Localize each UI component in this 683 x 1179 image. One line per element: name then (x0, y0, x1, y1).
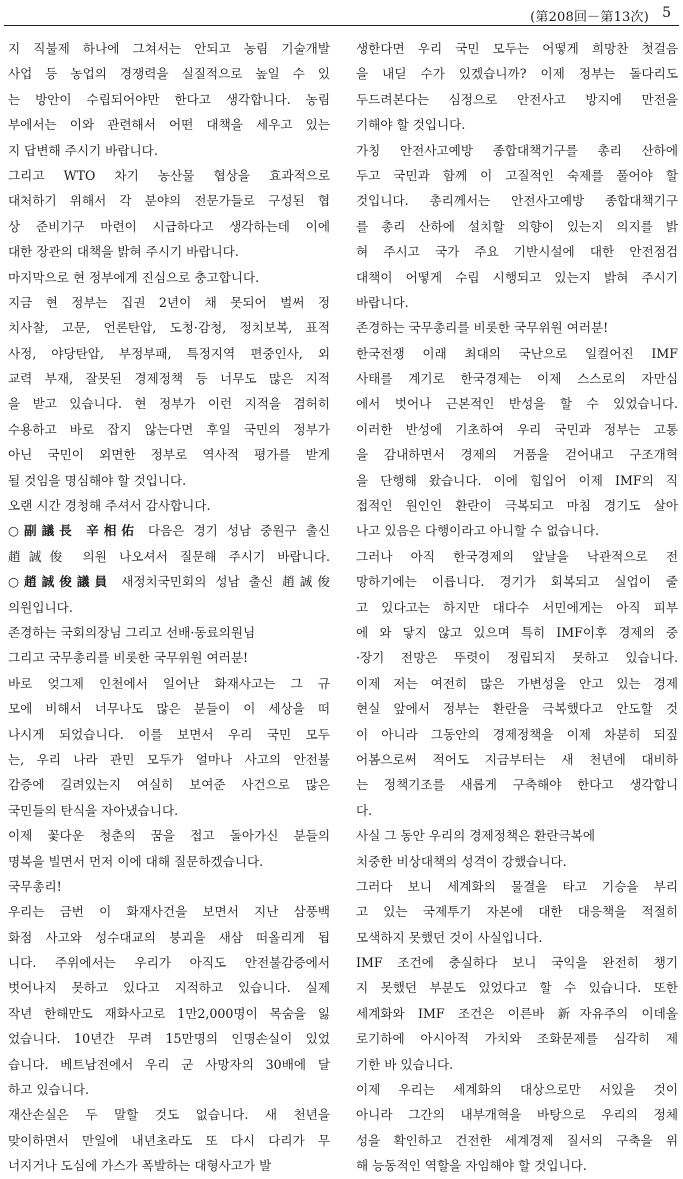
left-column (8, 36, 330, 1174)
text-line: 을 단행해 왔습니다. 이에 힘입어 이제 IMF의 직 (356, 472, 678, 488)
text-line: 교력 부재, 잘못된 경제정책 등 너무도 많은 지적 (8, 371, 330, 387)
text-line: IMF 조건에 충실하다 보니 국익을 완전히 챙기 (356, 955, 678, 971)
page-number: 5 (662, 5, 671, 21)
text-line: 그러다 보니 세계화의 물결을 타고 기승을 부리 (356, 878, 678, 894)
text-line: 는, 우리 나라 관민 모두가 얼마나 사고의 안전불 (8, 751, 330, 767)
text-line: 대책이 어떻게 수립 시행되고 있는지 밝혀 주시기 (356, 269, 678, 285)
text-line: 오랜 시간 경청해 주셔서 감사합니다. (8, 498, 211, 514)
text-line: 감증에 길려있는지 여실히 보여준 사건으로 많은 (8, 777, 330, 793)
text-line: 지 답변해 주시기 바랍니다. (8, 142, 158, 158)
text-line: 나시게 되었습니다. 이를 보면서 우리 국민 모두 (8, 726, 330, 742)
text-line: 趙誠俊 의원 나오셔서 질문해 주시기 바랍니다. (8, 548, 330, 564)
text-line: 이러한 반성에 기초하여 우리 국민과 정부는 고통 (356, 421, 678, 437)
text-line: 사업 등 농업의 경쟁력을 실질적으로 높일 수 있 (8, 66, 330, 82)
text-line: 기해야 할 것입니다. (356, 117, 466, 133)
text-line: 아닌 국민이 외면한 정부로 역사적 평가를 받게 (8, 447, 330, 463)
text-line: 사실 그 동안 우리의 경제정책은 환란극복에 (356, 828, 595, 844)
text-line: 성을 확인하고 건전한 세계경제 질서의 구축을 위 (356, 1132, 678, 1148)
text-line: 우리는 금번 이 화재사건을 보면서 지난 삼풍백 (8, 904, 330, 920)
text-line: 어봄으로써 적어도 지금부터는 새 천년에 대비하 (356, 751, 678, 767)
text-line: 이제 저는 여전히 많은 가변성을 안고 있는 경제 (356, 675, 678, 691)
text-line: 그리고 WTO 차기 농산물 협상을 효과적으로 (8, 167, 330, 183)
text-line: 그러나 아직 한국경제의 앞날을 낙관적으로 전 (356, 548, 678, 564)
text-line: 명복을 빌면서 먼저 이에 대해 질문하겠습니다. (8, 853, 264, 869)
text-line: 존경하는 국무총리를 비롯한 국무위원 여러분! (356, 320, 609, 336)
text-line: 가칭 안전사고예방 종합대책기구를 총리 산하에 (356, 142, 678, 158)
text-line: 치중한 비상대책의 성격이 강했습니다. (356, 853, 567, 869)
text-line: 벗어나지 못하고 있다고 지적하고 있습니다. 실제 (8, 980, 330, 996)
text-line: 화점 사고와 성수대교의 붕괴을 새삼 떠올리게 됩 (8, 929, 330, 945)
text-line: 모에 비해서 너무나도 많은 분들이 이 세상을 떠 (8, 701, 330, 717)
text-line: 이제 꽃다운 청춘의 꿈을 접고 돌아가신 분들의 (8, 828, 330, 844)
text-line: 그리고 국무총리를 비롯한 국무위원 여러분! (8, 650, 249, 666)
text-line: 는 방안이 수립되어야만 한다고 생각합니다. 농림 (8, 91, 330, 107)
text-line: 접적인 원인인 환란이 극복되고 마침 경기도 살아 (356, 498, 678, 514)
text-line: 이 아니라 그동안의 경제정책을 이제 차분히 되짚 (356, 726, 678, 742)
text-line: 대처하기 위해서 각 분야의 전문가들로 구성된 협 (8, 193, 330, 209)
text-line: 니다. 주위에서는 우리가 아직도 안전불감증에서 (8, 955, 330, 971)
text-line: 국무총리! (8, 878, 62, 894)
text-line: 을 감내하면서 경제의 거품을 걷어내고 구조개혁 (356, 447, 678, 463)
text-line: 세계화와 IMF 조건은 이른바 新자유주의 이데올 (356, 1005, 678, 1021)
text-line: 는 정책기조를 새롭게 구축해야 한다고 생각합니 (356, 777, 678, 793)
text-line: 마지막으로 현 정부에게 진심으로 충고합니다. (8, 269, 260, 285)
text-line: 대한 장관의 대책을 밝혀 주시기 바랍니다. (8, 244, 239, 260)
text-line: 두드려본다는 심정으로 안전사고 방지에 만전을 (356, 91, 678, 107)
text-line: 아니라 그간의 내부개혁을 바탕으로 우리의 정체 (356, 1107, 678, 1123)
text-line: 이제 우리는 세계화의 대상으로만 서있을 것이 (356, 1082, 678, 1098)
text-line: 한국전쟁 이래 최대의 국난으로 일컬어진 IMF (356, 345, 678, 361)
text-line: 생한다면 우리 국민 모두는 어떻게 희망찬 첫걸음 (356, 41, 678, 56)
text-line: 부에서는 이와 관련해서 어떤 대책을 세우고 있는 (8, 117, 330, 133)
text-line: 사정, 야당탄압, 부정부패, 특정지역 편중인사, 외 (8, 345, 330, 361)
text-line: 고 있다고는 하지만 대다수 서민에게는 아직 피부 (356, 599, 678, 615)
text-line: 것입니다. 총리께서는 안전사고예방 종합대책기구 (356, 193, 678, 209)
text-line: 지 못했던 부분도 있었다고 할 수 있습니다. 또한 (356, 980, 678, 996)
text-line: 에 와 닿지 않고 있으며 특히 IMF이후 경제의 중 (356, 624, 678, 640)
text-line: 지 직불제 하나에 그쳐서는 안되고 농림 기술개발 (8, 41, 330, 56)
text-line: 을 받고 있습니다. 현 정부가 이런 지적을 겸허히 (8, 396, 330, 412)
text-line: 될 것임을 명심해야 할 것입니다. (8, 472, 187, 488)
session-label: (第208回－第13次) (530, 10, 649, 25)
text-line: 다. (356, 802, 373, 818)
text-line: 치사찰, 고문, 언론탄압, 도청·감청, 정치보복, 표적 (8, 320, 330, 336)
text-line: 해 능동적인 역할을 자임해야 할 것입니다. (356, 1158, 587, 1174)
text-line: 을 내딛 수가 있겠습니까? 이제 정부는 돌다리도 (356, 66, 678, 82)
text-line: 기한 바 있습니다. (356, 1056, 454, 1072)
text-line: 혀 주시고 국가 주요 기반시설에 대한 안전점검 (356, 244, 678, 260)
text-line: 망하기에는 이릅니다. 경기가 회복되고 실업이 줄 (356, 574, 678, 590)
text-line: 맞이하면서 만일에 내년초라도 또 다시 다리가 무 (8, 1132, 330, 1148)
text-line: 나고 있음은 다행이라고 아니할 수 없습니다. (356, 523, 599, 539)
text-line: 두고 국민과 함께 이 고질적인 숙제를 풀어야 할 (356, 167, 678, 183)
text-line: ·장기 전망은 뚜렷이 정립되지 못하고 있습니다. (356, 650, 678, 666)
text-line: 에서 벗어나 근본적인 반성을 할 수 있었습니다. (356, 396, 678, 412)
text-line: 습니다. 베트남전에서 우리 군 사망자의 30배에 달 (8, 1056, 330, 1072)
page-header (0, 0, 683, 28)
text-line: 작년 한해만도 재화사고로 1만2,000명이 목숨을 잃 (8, 1005, 330, 1021)
text-line: ○趙誠俊議員 새정치국민회의 성남 출신 趙誠俊 (8, 574, 330, 590)
text-line: 너지거나 도심에 가스가 폭발하는 대형사고가 발 (8, 1158, 272, 1174)
text-line: 바랍니다. (356, 294, 409, 310)
text-line: 고 있는 국제투기 자본에 대한 대응책을 적절히 (356, 904, 678, 920)
text-line: 의원입니다. (8, 599, 73, 615)
text-line: 재산손실은 두 말할 것도 없습니다. 새 천년을 (8, 1107, 330, 1123)
text-line: 로기하에 아시아적 가치와 조화문제를 심각히 제 (356, 1031, 678, 1047)
speaker-name: ○副議長 辛相佑 (8, 523, 139, 539)
text-line: 사태를 계기로 한국경제는 이제 스스로의 자만심 (356, 371, 678, 387)
speaker-name: ○趙誠俊議員 (8, 574, 113, 590)
right-column (356, 36, 678, 1174)
text-line: 수용하고 바로 잡지 않는다면 후일 국민의 정부가 (8, 421, 330, 437)
text-line: 현실 앞에서 정부는 환란을 극복했다고 안도할 것 (356, 701, 678, 717)
text-line: 하고 있습니다. (8, 1082, 89, 1098)
text-line: 바로 엊그제 인천에서 일어난 화재사고는 그 규 (8, 675, 330, 691)
text-line: 지금 현 정부는 집권 2년이 채 못되어 벌써 정 (8, 294, 330, 310)
text-line: 상 준비기구 마련이 시급하다고 생각하는데 이에 (8, 218, 330, 234)
text-line: 었습니다. 10년간 무려 15만명의 인명손실이 있었 (8, 1031, 330, 1047)
text-line: ○副議長 辛相佑 다음은 경기 성남 중원구 출신 (8, 523, 330, 539)
header-rule (4, 25, 679, 26)
text-line: 국민들의 탄식을 자아냈습니다. (8, 802, 179, 818)
text-line: 존경하는 국회의장님 그리고 선배·동료의원님 (8, 624, 256, 640)
text-line: 를 총리 산하에 설치할 의향이 있는지 의지를 밝 (356, 218, 678, 234)
text-line: 모색하지 못했던 것이 사실입니다. (356, 929, 543, 945)
